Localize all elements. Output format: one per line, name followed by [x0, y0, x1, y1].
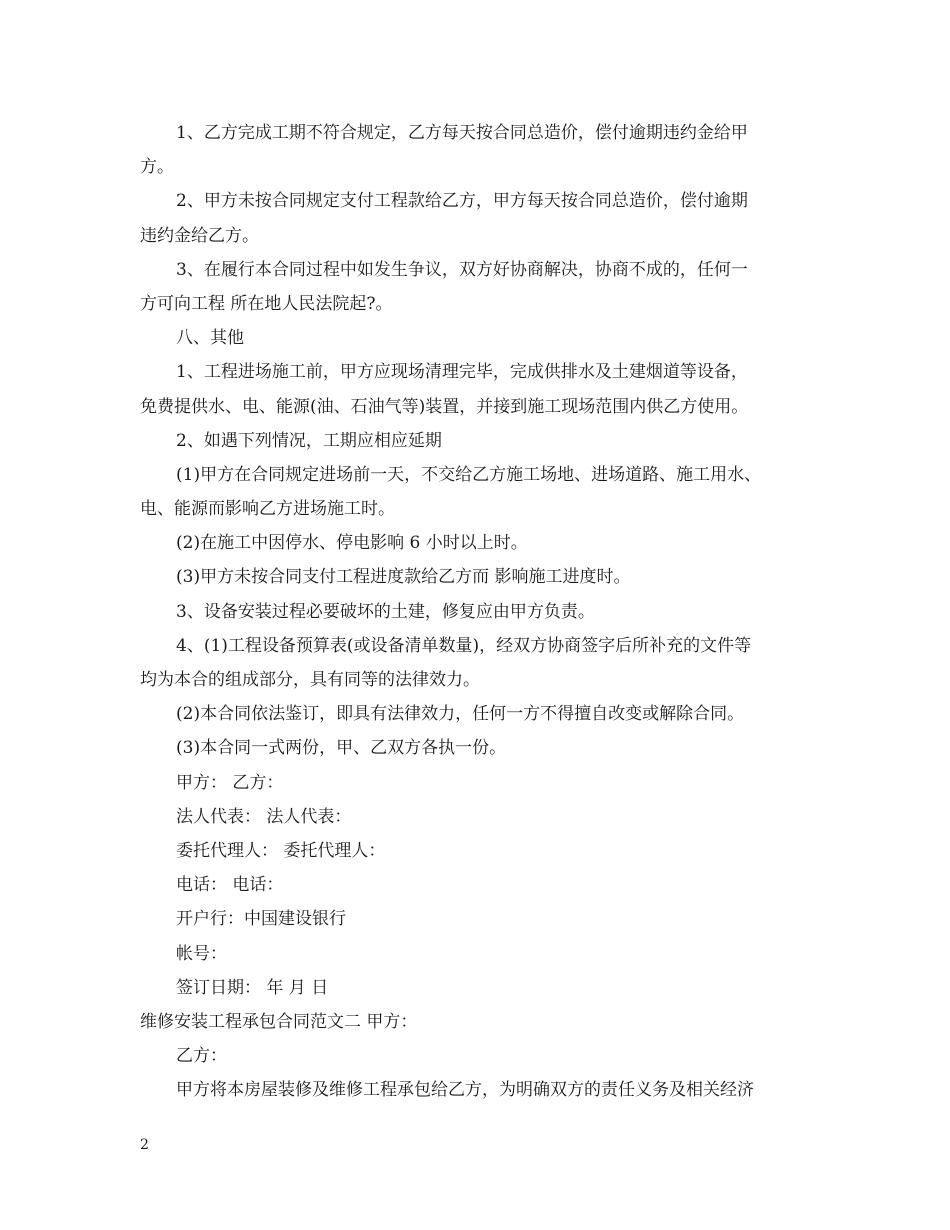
text-line: 帐号：	[176, 943, 227, 964]
text-line: 八、其他	[176, 328, 244, 349]
text-line: 电话： 电话：	[176, 875, 284, 896]
text-line: 法人代表： 法人代表：	[176, 806, 352, 827]
text-line: 甲方： 乙方：	[176, 772, 284, 793]
contract-text-body	[140, 116, 820, 1107]
text-line: (3)本合同一式两份，甲、乙双方各执一份。	[176, 738, 507, 759]
page-number: 2	[140, 1137, 149, 1153]
text-line: 维修安装工程承包合同范文二 甲方：	[140, 1011, 418, 1032]
text-line: 方可向工程 所在地人民法院起?。	[140, 293, 393, 314]
text-line: 开户行：中国建设银行	[176, 909, 346, 930]
text-line: 3、在履行本合同过程中如发生争议，双方好协商解决，协商不成的，任何一	[176, 259, 748, 280]
text-line: 甲方将本房屋装修及维修工程承包给乙方，为明确双方的责任义务及相关经济	[176, 1080, 754, 1101]
text-line: 签订日期： 年 月 日	[176, 977, 329, 998]
text-line: 电、能源而影响乙方进场施工时。	[140, 499, 395, 520]
text-line: (2)在施工中因停水、停电影响 6 小时以上时。	[176, 533, 528, 554]
text-line: (3)甲方未按合同支付工程进度款给乙方而 影响施工进度时。	[176, 567, 631, 588]
text-line: 4、(1)工程设备预算表(或设备清单数量)，经双方协商签字后所补充的文件等	[176, 635, 752, 656]
text-line: 方。	[140, 157, 174, 178]
text-line: 委托代理人： 委托代理人：	[176, 840, 386, 861]
text-line: 违约金给乙方。	[140, 225, 259, 246]
text-line: 1、工程进场施工前，甲方应现场清理完毕，完成供排水及土建烟道等设备，	[176, 362, 748, 383]
text-line: (1)甲方在合同规定进场前一天，不交给乙方施工场地、进场道路、施工用水、	[176, 464, 762, 485]
text-line: 均为本合的组成部分，具有同等的法律效力。	[140, 670, 480, 690]
text-line: 乙方：	[176, 1046, 227, 1067]
text-line: 1、乙方完成工期不符合规定，乙方每天按合同总造价，偿付逾期违约金给甲	[176, 123, 748, 143]
text-line: 3、设备安装过程必要破坏的土建，修复应由甲方负责。	[176, 601, 595, 622]
text-line: 2、如遇下列情况，工期应相应延期	[176, 430, 442, 451]
text-line: (2)本合同依法鉴订，即具有法律效力，任何一方不得擅自改变或解除合同。	[176, 704, 745, 725]
text-line: 免费提供水、电、能源(油、石油气等)装置，并接到施工现场范围内供乙方使用。	[140, 396, 749, 417]
text-line: 2、甲方未按合同规定支付工程款给乙方，甲方每天按合同总造价，偿付逾期	[176, 191, 748, 212]
